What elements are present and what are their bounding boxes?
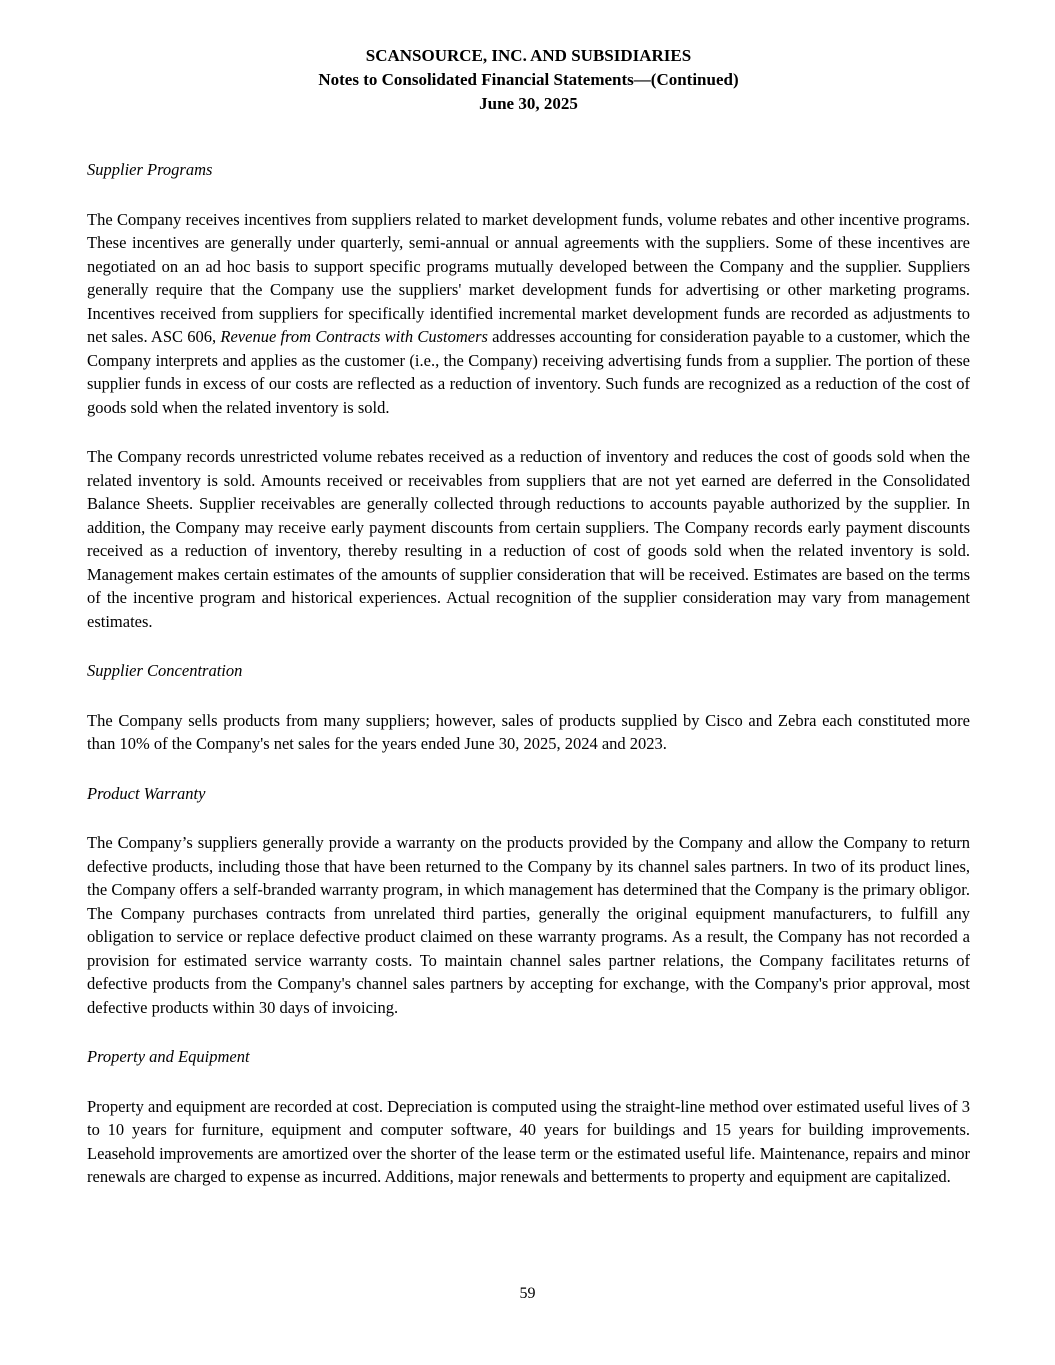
asc606-title-reference: Revenue from Contracts with Customers bbox=[220, 327, 488, 346]
supplier-programs-paragraph-1 bbox=[87, 208, 970, 420]
section-heading-property-and-equipment: Property and Equipment bbox=[87, 1047, 250, 1066]
property-and-equipment-paragraph: Property and equipment are recorded at cost. Depreciation is computed using the straight-line method over estimated useful lives of 3 to 10 years for furniture, equipment and computer software, 40 years for buildings and 15 years for building improvements. Leasehold improvements are amortized over the shorter of the lease term or the estimated useful life. Maintenance, repairs and minor renewals are charged to expense as incurred. Additions, major renewals and betterments to property and equipment are capitalized. bbox=[87, 1096, 970, 1186]
paragraph-text: The Company receives incentives from suppliers related to market development funds, volume rebates and other incentive programs. These incentives are generally under quarterly, semi-annual or annual agreements with the suppliers. Some of these incentives are negotiated on an ad hoc basis to support specific programs mutually developed between the Company and the supplier. Suppliers generally require that the Company use the suppliers' market development funds for advertising or other marketing programs. Incentives received from suppliers for specifically identified incremental market development funds are recorded as adjustments to net sales. ASC 606, bbox=[87, 209, 970, 346]
company-title: SCANSOURCE, INC. AND SUBSIDIARIES bbox=[365, 46, 692, 65]
page-number: 59 bbox=[519, 1285, 536, 1302]
document-header bbox=[87, 44, 970, 116]
document-title: Notes to Consolidated Financial Statements—(Continued) bbox=[318, 70, 739, 89]
paragraph-text: addresses accounting for consideration payable to a customer, which the Company interprets and applies as the customer (i.e., the Company) receiving advertising funds from a supplier. The portion of these supplier funds in excess of our costs are reflected as a reduction of inventory. Such funds are recognized as a reduction of the cost of goods sold when the related inventory is sold. bbox=[87, 327, 970, 417]
document-date: June 30, 2025 bbox=[479, 94, 578, 113]
supplier-programs-paragraph-2: The Company records unrestricted volume rebates received as a reduction of inventory and reduces the cost of goods sold when the related inventory is sold. Amounts received or receivables from suppliers that are not yet earned are deferred in the Consolidated Balance Sheets. Supplier receivables are generally collected through reductions to accounts payable authorized by the supplier. In addition, the Company may receive early payment discounts from certain suppliers. The Company records early payment discounts received as a reduction of inventory, thereby resulting in a reduction of cost of goods sold when the related inventory is sold. Management makes certain estimates of the amounts of supplier consideration that will be received. Estimates are based on the terms of the incentive program and historical experiences. Actual recognition of the supplier consideration may vary from management estimates. bbox=[87, 447, 970, 631]
section-heading-product-warranty: Product Warranty bbox=[87, 783, 206, 803]
section-supplier-concentration bbox=[87, 659, 970, 756]
section-heading-supplier-programs: Supplier Programs bbox=[87, 160, 213, 179]
section-product-warranty bbox=[87, 782, 970, 1020]
supplier-concentration-paragraph: The Company sells products from many suppliers; however, sales of products supplied by Cisco and Zebra each constituted more than 10% of the Company's net sales for the years ended June 30, 2025, 2024 and 2023. bbox=[87, 710, 970, 753]
section-supplier-programs bbox=[87, 158, 970, 633]
section-property-and-equipment bbox=[87, 1045, 970, 1189]
section-heading-supplier-concentration: Supplier Concentration bbox=[87, 661, 243, 680]
product-warranty-paragraph: The Company’s suppliers generally provide a warranty on the products provided by the Company and allow the Company to return defective products, including those that have been returned to the Company by its channel sales partners. In two of its product lines, the Company offers a self-branded warranty program, in which management has determined that the Company is the primary obligor. The Company purchases contracts from unrelated third parties, generally the original equipment manufacturers, to fulfill any obligation to service or replace defective product claimed on these warranty programs. As a result, the Company has not recorded a provision for estimated service warranty costs. To maintain channel sales partner relations, the Company facilitates returns of defective products from the Company's channel sales partners by accepting for exchange, with the Company's prior approval, most defective products within 30 days of invoicing. bbox=[87, 833, 970, 1017]
